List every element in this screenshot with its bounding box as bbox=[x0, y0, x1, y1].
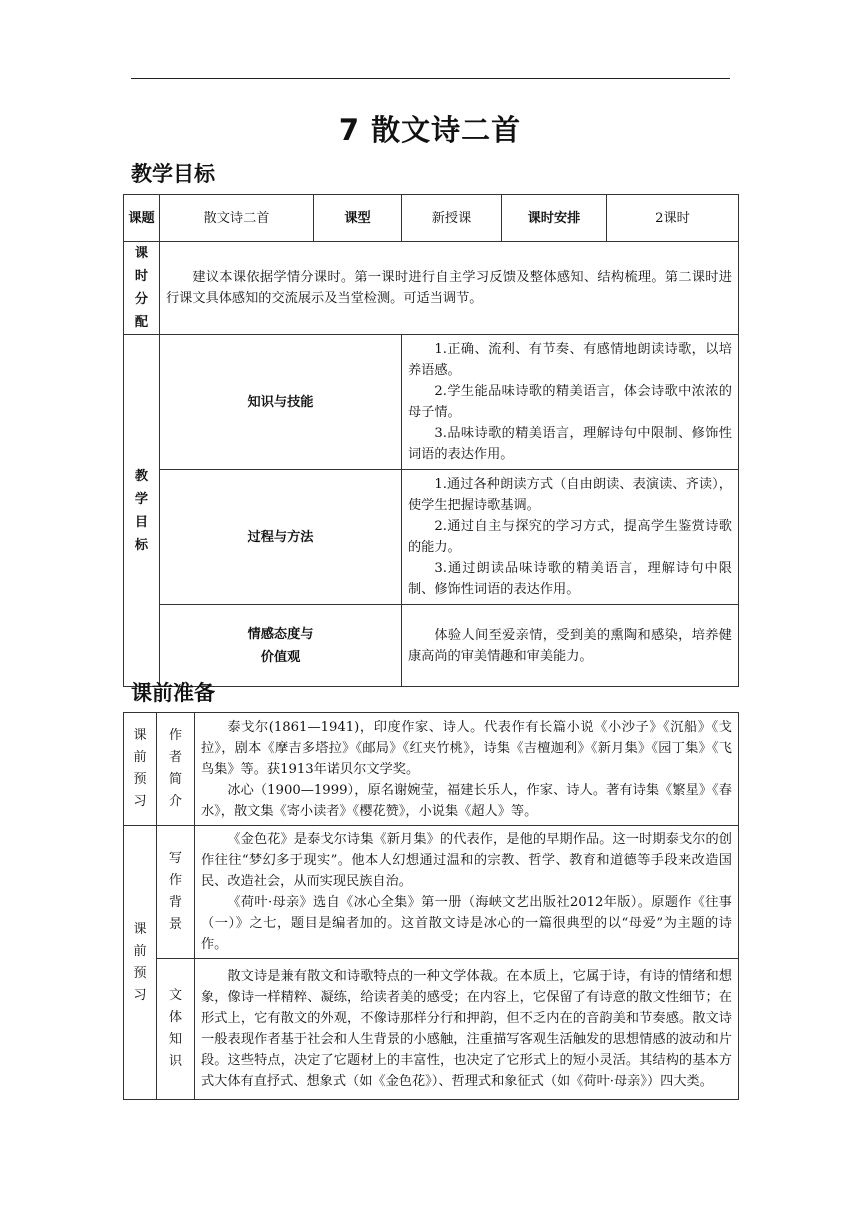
row-label-goals: 教学目标 bbox=[124, 335, 160, 687]
row-label-topic: 课题 bbox=[124, 195, 160, 242]
section-heading-preparation: 课前准备 bbox=[131, 681, 215, 705]
row-label-preview-1: 课前预习 bbox=[124, 713, 157, 826]
type-label: 课型 bbox=[314, 195, 402, 242]
sub-label-background: 写作背景 bbox=[157, 826, 195, 959]
goal-text-attitude: 体验人间至爱亲情，受到美的熏陶和感染，培养健康高尚的审美情趣和审美能力。 bbox=[402, 605, 739, 687]
genre-text: 散文诗是兼有散文和诗歌特点的一种文学体裁。在本质上，它属于诗，有诗的情绪和想象，像诗一样精粹、凝练，给读者美的感受；在内容上，它保留了有诗意的散文性细节；在形式上，它有散文的外观，不像诗那样分行和押韵，但不乏内在的音韵美和节奏感。散文诗一般表现作者基于社会和人生背景的小感触，注重描写客观生活触发的思想情感的波动和片段。这些特点，决定了它题材上的丰富性，也决定了它形式上的短小灵活。其结构的基本方式大体有直抒式、想象式（如《金色花》）、哲理式和象征式（如《荷叶·母亲》）四大类。 bbox=[195, 959, 739, 1100]
goal-text-knowledge: 1.正确、流利、有节奏、有感情地朗读诗歌，以培养语感。 2.学生能品味诗歌的精美语言，体会诗歌中浓浓的母子情。 3.品味诗歌的精美语言，理解诗句中限制、修饰性词语的表达作用。 bbox=[402, 335, 739, 470]
type-value: 新授课 bbox=[402, 195, 502, 242]
sub-label-author: 作者简介 bbox=[157, 713, 195, 826]
hours-label: 课时安排 bbox=[502, 195, 607, 242]
row-label-schedule: 课时分配 bbox=[124, 242, 160, 335]
goal-name-process: 过程与方法 bbox=[160, 470, 402, 605]
topic-value: 散文诗二首 bbox=[160, 195, 314, 242]
author-intro-text: 泰戈尔(1861—1941)，印度作家、诗人。代表作有长篇小说《小沙子》《沉船》《戈拉》，剧本《摩吉多塔拉》《邮局》《红夹竹桃》，诗集《吉檀迦利》《新月集》《园丁集》《飞鸟集》等。获1913年诺贝尔文学奖。 冰心（1900—1999），原名谢婉莹，福建长乐人，作家、诗人。著有诗集《繁星》《春水》，散文集《寄小读者》《樱花赞》，小说集《超人》等。 bbox=[195, 713, 739, 826]
goals-table bbox=[123, 194, 739, 687]
section-heading-goals: 教学目标 bbox=[131, 162, 215, 186]
background-text: 《金色花》是泰戈尔诗集《新月集》的代表作，是他的早期作品。这一时期泰戈尔的创作往往“梦幻多于现实”。他本人幻想通过温和的宗教、哲学、教育和道德等手段来改造国民、改造社会，从而实现民族自治。 《荷叶·母亲》选自《冰心全集》第一册（海峡文艺出版社2012年版）。原题作《往事（一）》之七，题目是编者加的。这首散文诗是冰心的一篇很典型的以“母爱”为主题的诗作。 bbox=[195, 826, 739, 959]
goal-name-attitude: 情感态度与 价值观 bbox=[160, 605, 402, 687]
preparation-table bbox=[123, 712, 739, 1100]
goal-text-process: 1.通过各种朗读方式（自由朗读、表演读、齐读），使学生把握诗歌基调。 2.通过自主与探究的学习方式，提高学生鉴赏诗歌的能力。 3.通过朗读品味诗歌的精美语言，理解诗句中限制、修饰性词语的表达作用。 bbox=[402, 470, 739, 605]
row-label-preview-2: 课前预习 bbox=[124, 826, 157, 1100]
page-title: 7 散文诗二首 bbox=[338, 113, 522, 147]
schedule-text: 建议本课依据学情分课时。第一课时进行自主学习反馈及整体感知、结构梳理。第二课时进行课文具体感知的交流展示及当堂检测。可适当调节。 bbox=[160, 242, 739, 335]
goal-name-knowledge: 知识与技能 bbox=[160, 335, 402, 470]
sub-label-genre: 文体知识 bbox=[157, 959, 195, 1100]
header-rule bbox=[131, 78, 730, 79]
hours-value: 2课时 bbox=[607, 195, 739, 242]
